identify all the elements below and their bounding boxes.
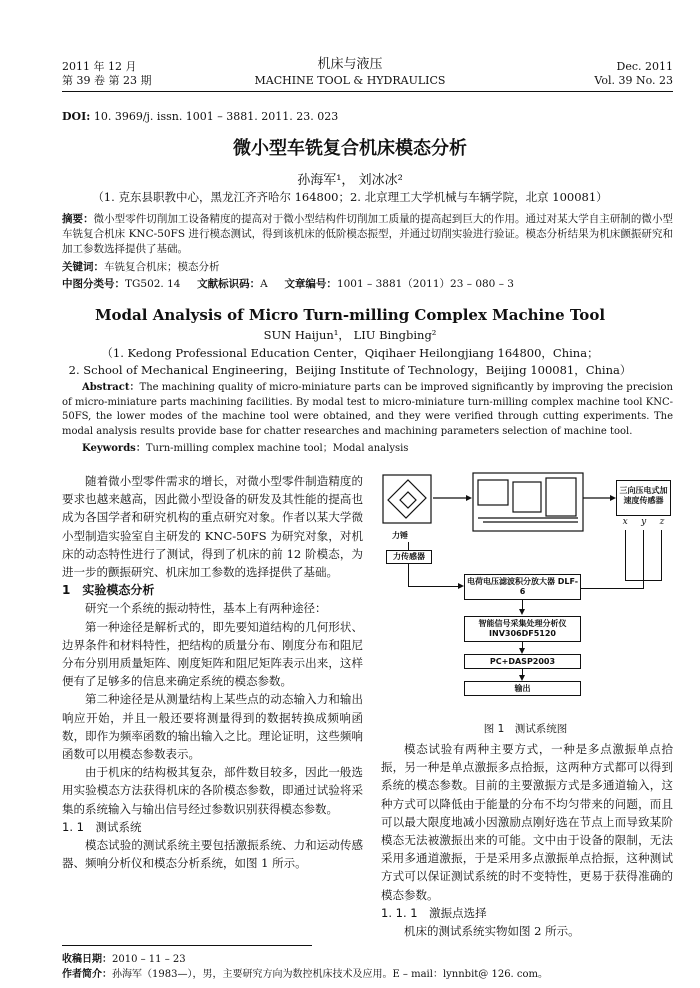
header-volume-en: Vol. 39 No. 23 xyxy=(594,74,673,87)
connector-line xyxy=(408,586,458,587)
output-box: 输出 xyxy=(464,681,581,696)
bio-label: 作者简介： xyxy=(62,969,112,980)
force-hammer-label: 力锤 xyxy=(392,531,408,540)
intro-paragraph: 随着微小型零件需求的增长，对微小型零件制造精度的要求也越来越高，因此微小型设备的研发及其性能的提高也成为各国学者和研究机构的重点研究对象。作者以某大学微小型制造实验室自主研发的 KNC-50FS 为研究对象，对机床的动态特性进行了测试，得到了机床的前 12 阶模态，为进一步的颤振研究、机床加工参数的选择提供了基础。 xyxy=(62,474,363,580)
article-no-label: 文章编号： xyxy=(284,278,337,290)
affiliation-cn: （1. 克东县职教中心，黑龙江齐齐哈尔 164800；2. 北京理工大学机械与车辆学院，北京 100081） xyxy=(92,190,608,204)
abstract-en xyxy=(62,381,673,439)
figure-1-caption: 图 1 测试系统图 xyxy=(483,723,568,735)
affiliation-en-1: （1. Kedong Professional Education Center，Qiqihaer Heilongjiang 164800，China； xyxy=(101,346,599,360)
connector-line xyxy=(643,530,644,580)
bio-text: 孙海军（1983—），男，主要研究方向为数控机床技术及应用。E – mail：lynnbit@ 126. com。 xyxy=(112,969,549,980)
abstract-cn-label: 摘要： xyxy=(62,213,94,225)
keywords-cn xyxy=(62,260,220,275)
clc-label: 中图分类号： xyxy=(62,278,125,290)
left-column xyxy=(62,472,363,872)
paragraph-two-approaches: 研究一个系统的振动特性，基本上有两种途径： xyxy=(85,601,327,616)
doi-value: 10. 3969/j. issn. 1001 – 3881. 2011. 23. 023 xyxy=(93,110,339,123)
author-bio xyxy=(62,965,673,980)
header-volume-cn: 第 39 卷 第 23 期 xyxy=(62,74,152,87)
analyzer-box: 智能信号采集处理分析仪 INV306DF5120 xyxy=(464,616,581,642)
article-no-value: 1001 – 3881（2011）23 – 080 – 3 xyxy=(336,278,514,290)
arrow-down-icon xyxy=(519,609,525,615)
title-cn: 微小型车铣复合机床模态分析 xyxy=(233,138,467,159)
right-column xyxy=(381,740,673,940)
paragraph-analytical: 第一种途径是解析式的，即先要知道结构的几何形状、边界条件和材料特性，把结构的质量分布、刚度分布和阻尼分布分别用质量矩阵、刚度矩阵和阻尼矩阵表示出来，这样便有了足够多的信息来确定系统的模态参数。 xyxy=(62,619,363,689)
authors-en: SUN Haijun¹， LIU Bingbing² xyxy=(263,328,437,342)
abstract-en-text: The machining quality of micro-miniature parts can be improved significantly by improving the precision of micro-miniature parts machining facilities. By modal test to micro-miniature turn-milling complex machine tool KNC-50FS, the lower modes of the machine tool were obtained, and they were verified through cutting experiments. The modal analysis results provide base for chatter researches and machining parameters selection of machine tool. xyxy=(62,382,673,437)
paragraph-modal-test-modes: 模态试验有两种主要方式，一种是多点激振单点拾振，另一种是单点激振多点拾振，这两种方式都可以得到系统的模态参数。目前的主要激振方式是多通道输入，这种方式可以降低由于能量的分布不均匀带来的问题，而且可以最大限度地减小因激励点刚好选在节点上而导致某阶模态无法被激振出来的可能。文中由于设备的限制，无法采用多通道激振，于是采用多点激振单点拾振，这种测试方式可以保证测试系统的时不变特性，更易于获得准确的模态参数。 xyxy=(381,742,673,902)
keywords-cn-label: 关键词： xyxy=(62,261,104,273)
axis-y: y xyxy=(641,517,647,527)
paragraph-experimental: 第二种途径是从测量结构上某些点的动态输入力和输出响应开始，并且一般还要将测量得到的数据转换成频响函数，即作为频率函数的输出输入之比。理论证明，这些频响函数可以用模态参数表示。 xyxy=(62,692,363,762)
figure-1 xyxy=(378,470,673,710)
abstract-cn-text: 微小型零件切削加工设备精度的提高对于微小型结构件切削加工质量的提高起到巨大的作用。通过对某大学自主研制的微小型车铣复合机床 KNC-50FS 进行模态测试，得到该机床的低阶模态振型，并通过切削实验进行验证。模态分析结果为机床颤振研究和加工参数选择提供了基础。 xyxy=(62,213,674,255)
axis-z: z xyxy=(659,517,665,527)
header-date-en: Dec. 2011 xyxy=(616,60,673,73)
connector-line xyxy=(408,542,409,550)
section-heading-1-1-1: 1. 1. 1 激振点选择 xyxy=(381,905,487,920)
doc-code-label: 文献标识码： xyxy=(197,278,261,290)
abstract-cn xyxy=(62,212,673,257)
section-heading-1-1: 1. 1 测试系统 xyxy=(62,819,142,834)
paragraph-figure-2-ref: 机床的测试系统实物如图 2 所示。 xyxy=(404,924,580,939)
clc-value: TG502. 14 xyxy=(125,278,181,290)
keywords-cn-text: 车铣复合机床；模态分析 xyxy=(104,261,220,273)
connector-line xyxy=(625,530,626,580)
header-rule xyxy=(62,91,673,92)
connector-line xyxy=(408,564,409,586)
received-date xyxy=(62,950,186,965)
keywords-en xyxy=(62,441,408,456)
journal-title-en: MACHINE TOOL & HYDRAULICS xyxy=(254,74,446,87)
doi-label: DOI: xyxy=(62,110,91,123)
classification xyxy=(62,277,673,292)
footnote-rule xyxy=(62,945,312,946)
connector-line xyxy=(661,530,662,580)
axis-x: x xyxy=(622,517,628,527)
amplifier-box: 电荷电压滤波积分放大器 DLF-6 xyxy=(464,574,581,600)
abstract-en-label: Abstract： xyxy=(82,382,140,393)
received-value: 2010 – 11 – 23 xyxy=(112,954,186,965)
affiliation-en-2: 2. School of Mechanical Engineering，Beijing Institute of Technology，Beijing 100081，China） xyxy=(68,363,632,377)
journal-title-cn: 机床与液压 xyxy=(317,57,383,72)
header-date-cn: 2011 年 12 月 xyxy=(62,60,137,73)
title-en: Modal Analysis of Micro Turn-milling Complex Machine Tool xyxy=(94,306,606,324)
pc-box: PC+DASP2003 xyxy=(464,654,581,669)
axes-labels xyxy=(616,517,671,527)
paragraph-test-system: 模态试验的测试系统主要包括激振系统、力和运动传感器、频响分析仪和模态分析系统，如图 1 所示。 xyxy=(62,838,363,871)
keywords-en-text: Turn-milling complex machine tool；Modal analysis xyxy=(145,443,409,454)
paragraph-modal-method: 由于机床的结构极其复杂，部件数目较多，因此一般选用实验模态方法获得机床的各阶模态参数，即通过试验将采集的系统输入与输出信号经过参数识别获得模态参数。 xyxy=(62,765,363,816)
doi xyxy=(62,110,338,123)
keywords-en-label: Keywords： xyxy=(82,443,146,454)
connector-line xyxy=(581,588,644,589)
authors-cn: 孙海军¹， 刘冰冰² xyxy=(297,173,403,188)
doc-code-value: A xyxy=(260,278,268,290)
connector-line xyxy=(643,580,644,588)
accelerometer-box: 三向压电式加速度传感器 xyxy=(616,480,671,516)
force-sensor-box: 力传感器 xyxy=(386,550,432,564)
arrow-icon xyxy=(466,495,472,501)
received-label: 收稿日期： xyxy=(62,954,112,965)
section-heading-1: 1 实验模态分析 xyxy=(62,583,155,598)
